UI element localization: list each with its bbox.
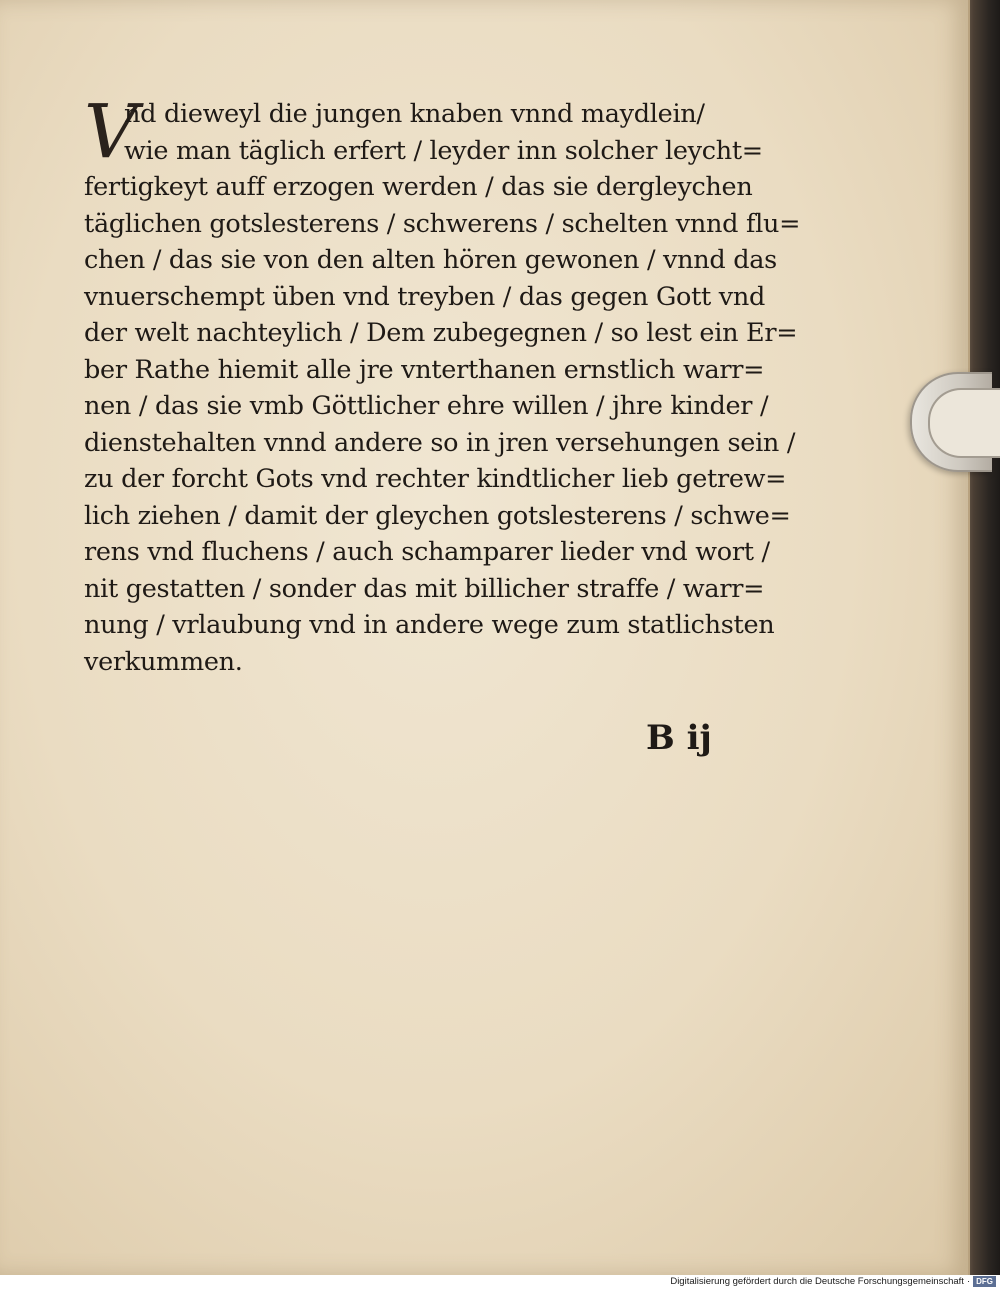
text-line: nd dieweyl die jungen knaben vnnd maydlein/: [124, 99, 705, 129]
text-line: nen / das sie vmb Göttlicher ehre willen / jhre kinder /: [84, 391, 769, 421]
text-line: nung / vrlaubung vnd in andere wege zum statlichsten: [84, 610, 775, 640]
text-line: zu der forcht Gots vnd rechter kindtlicher lieb getrew=: [84, 464, 787, 494]
text-line: ber Rathe hiemit alle jre vnterthanen ernstlich warr=: [84, 354, 765, 385]
text-line: vnuerschempt üben vnd treyben / das gegen Gott vnd: [84, 281, 766, 312]
digitization-credit: [670, 1276, 996, 1287]
text-line: dienstehalten vnnd andere so in jren versehungen sein /: [84, 427, 796, 458]
text-line: verkummen.: [84, 646, 243, 677]
text-line: täglichen gotslesterens / schwerens / schelten vnnd flu=: [84, 208, 801, 239]
text-line: fertigkeyt auff erzogen werden / das sie dergleychen: [84, 172, 753, 202]
credit-separator: ·: [966, 1276, 971, 1287]
decorated-initial: V: [84, 89, 138, 175]
page-clip: [910, 372, 992, 472]
text-line: rens vnd fluchens / auch schamparer lieder vnd wort /: [84, 537, 770, 567]
text-line: wie man täglich erfert / leyder inn solcher leycht=: [124, 135, 763, 166]
main-text-block: [84, 89, 801, 680]
credit-text: Digitalisierung gefördert durch die Deutsche Forschungsgemeinschaft: [670, 1276, 964, 1287]
signature-mark: B ij: [646, 718, 712, 758]
dfg-logo: DFG: [973, 1276, 996, 1287]
page-clip-loop: [928, 388, 1000, 458]
text-line: nit gestatten / sonder das mit billicher straffe / warr=: [84, 573, 765, 604]
text-line: der welt nachteylich / Dem zubegegnen / so lest ein Er=: [84, 318, 798, 348]
text-line: chen / das sie von den alten hören gewonen / vnnd das: [84, 245, 777, 275]
text-line: lich ziehen / damit der gleychen gotslesterens / schwe=: [84, 500, 791, 531]
